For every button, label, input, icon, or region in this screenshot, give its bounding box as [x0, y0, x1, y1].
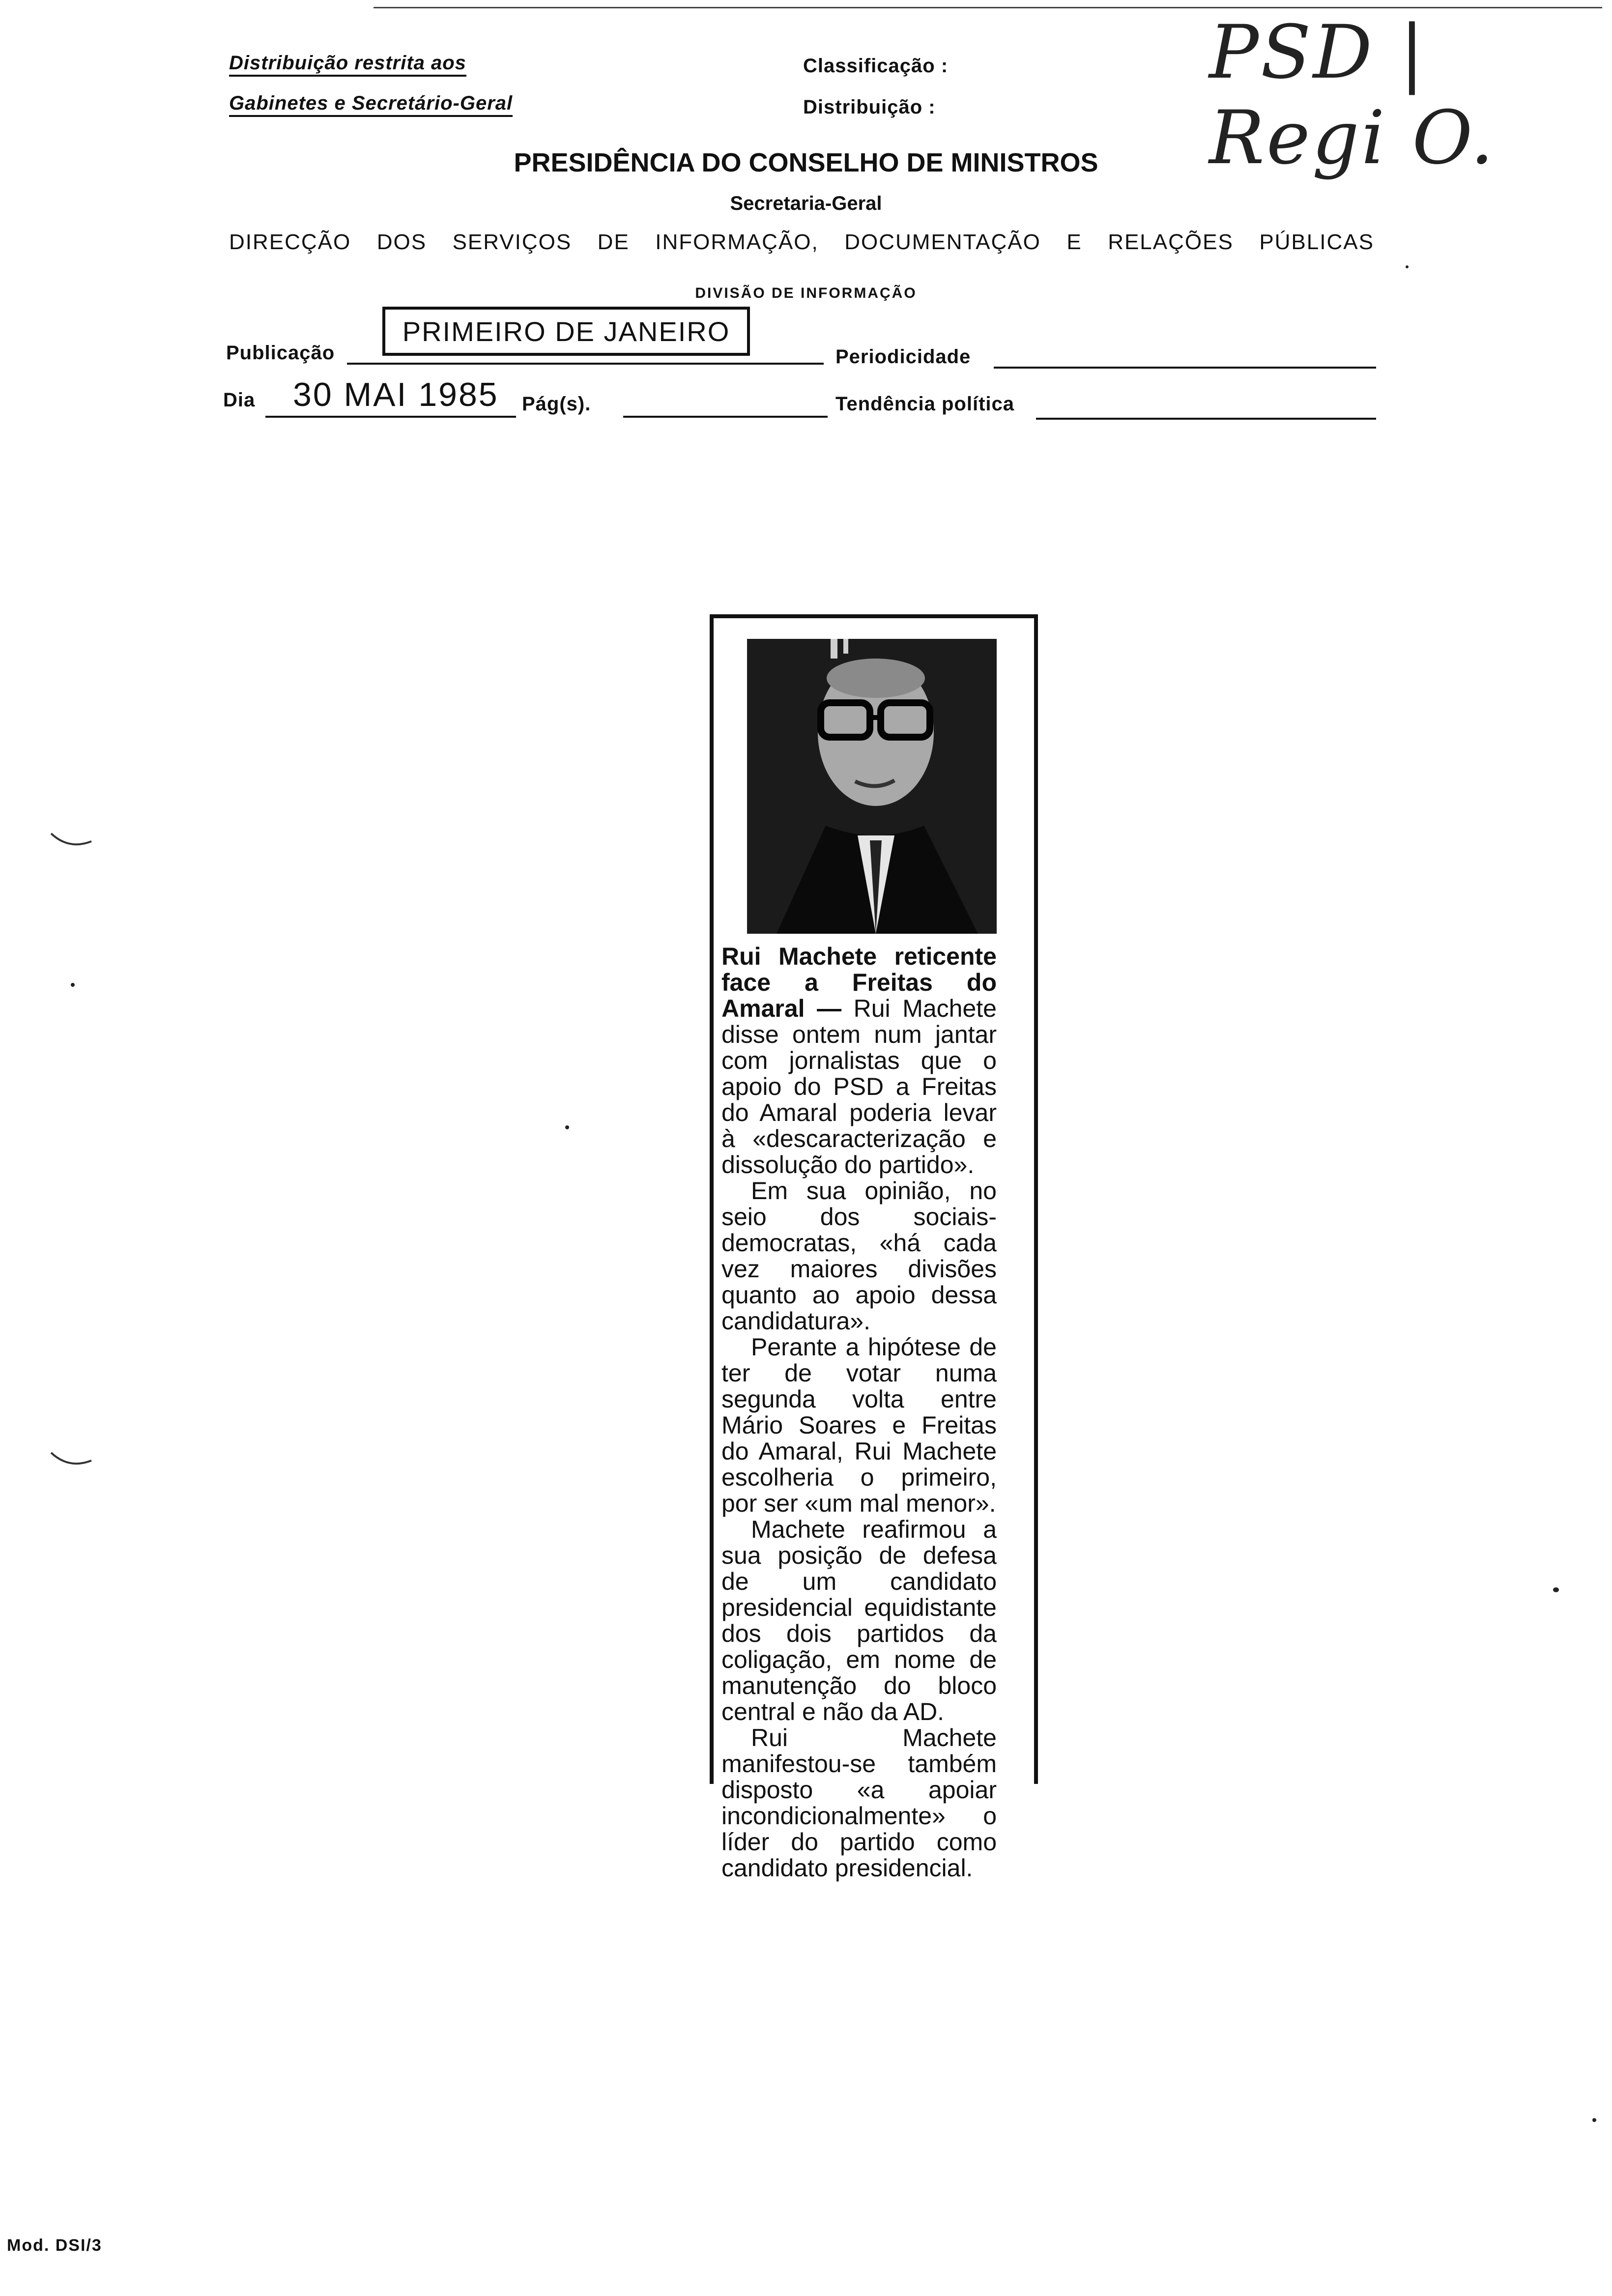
article-paragraph: Rui Machete manifestou-se também disposto «a apoiar incondicionalmente» o líder do partido como candidato presidencial. [721, 1724, 997, 1882]
direccao-word: RELAÇÕES [1108, 230, 1234, 254]
direccao-word: DOS [376, 230, 427, 254]
article-paragraph: Em sua opinião, no seio dos sociais-democratas, «há cada vez maiores divisões quanto ao apoio dessa candidatura». [721, 1177, 997, 1335]
article-lead [721, 944, 997, 1178]
article-paragraph: Rui Machete disse ontem num jantar com jornalistas que o apoio do PSD a Freitas do Amaral poderia levar à «descaracterização e dissolução do partido». [721, 995, 997, 1178]
restriction-text-1: Distribuição restrita aos [229, 52, 466, 77]
restriction-line-2 [229, 92, 513, 115]
handwritten-note: PSD | Regi O. [1209, 10, 1496, 181]
direccao-word: PÚBLICAS [1259, 230, 1374, 254]
classificacao-label: Classificação : [803, 55, 949, 77]
article-headline: Rui Machete reticente face a Freitas do Amaral — [721, 943, 997, 1022]
tendencia-underline [1036, 418, 1376, 420]
scan-speck [71, 983, 75, 987]
tendencia-label: Tendência política [835, 393, 1014, 415]
restriction-text-2: Gabinetes e Secretário-Geral [229, 92, 513, 117]
publicacao-label: Publicação [226, 342, 335, 364]
portrait-photo [747, 639, 997, 934]
top-border-line [374, 7, 1602, 8]
publicacao-value: PRIMEIRO DE JANEIRO [402, 316, 730, 347]
hole-punch-mark-shape [49, 831, 93, 850]
scan-speck [565, 1125, 569, 1129]
hole-punch-mark [49, 1450, 93, 1472]
hole-punch-mark-shape [49, 1450, 93, 1469]
dia-value: 30 MAI 1985 [293, 376, 499, 413]
scan-speck [1592, 2118, 1596, 2122]
model-code: Mod. DSI/3 [7, 2236, 102, 2255]
hole-punch-mark [49, 831, 93, 853]
direccao-word: E [1066, 230, 1082, 254]
pags-label: Pág(s). [522, 393, 591, 415]
article-paragraph: Machete reafirmou a sua posição de defesa de um candidato presidencial equidistante dos dois partidos da coligação, em nome de manutenção do bloco central e não da AD. [721, 1516, 997, 1725]
direccao-word: INFORMAÇÃO, [655, 230, 819, 254]
divisao-subtitle: DIVISÃO DE INFORMAÇÃO [695, 285, 917, 301]
direccao-word: DE [597, 230, 630, 254]
publicacao-underline [347, 363, 824, 365]
periodicidade-label: Periodicidade [835, 346, 971, 368]
scan-speck [1553, 1587, 1559, 1592]
direccao-word: SERVIÇOS [452, 230, 572, 254]
article-body [721, 944, 997, 1881]
dia-label: Dia [223, 389, 256, 411]
secretaria-subtitle: Secretaria-Geral [730, 193, 882, 214]
restriction-line-1 [229, 52, 466, 74]
distribuicao-label: Distribuição : [803, 96, 936, 118]
publicacao-stamp [382, 307, 750, 356]
direccao-line [229, 230, 1374, 255]
periodicidade-underline [994, 367, 1376, 369]
direccao-word: DOCUMENTAÇÃO [844, 230, 1041, 254]
dia-underline [265, 416, 516, 418]
scan-speck [1406, 265, 1409, 268]
pags-underline [623, 416, 828, 418]
portrait-drawing [747, 639, 997, 934]
article-paragraph: Perante a hipótese de ter de votar numa segunda volta entre Mário Soares e Freitas do Amaral, Rui Machete escolheria o primeiro, por ser «um mal menor». [721, 1333, 997, 1517]
ministry-title: PRESIDÊNCIA DO CONSELHO DE MINISTROS [514, 148, 1098, 177]
direccao-word: DIRECÇÃO [229, 230, 351, 254]
